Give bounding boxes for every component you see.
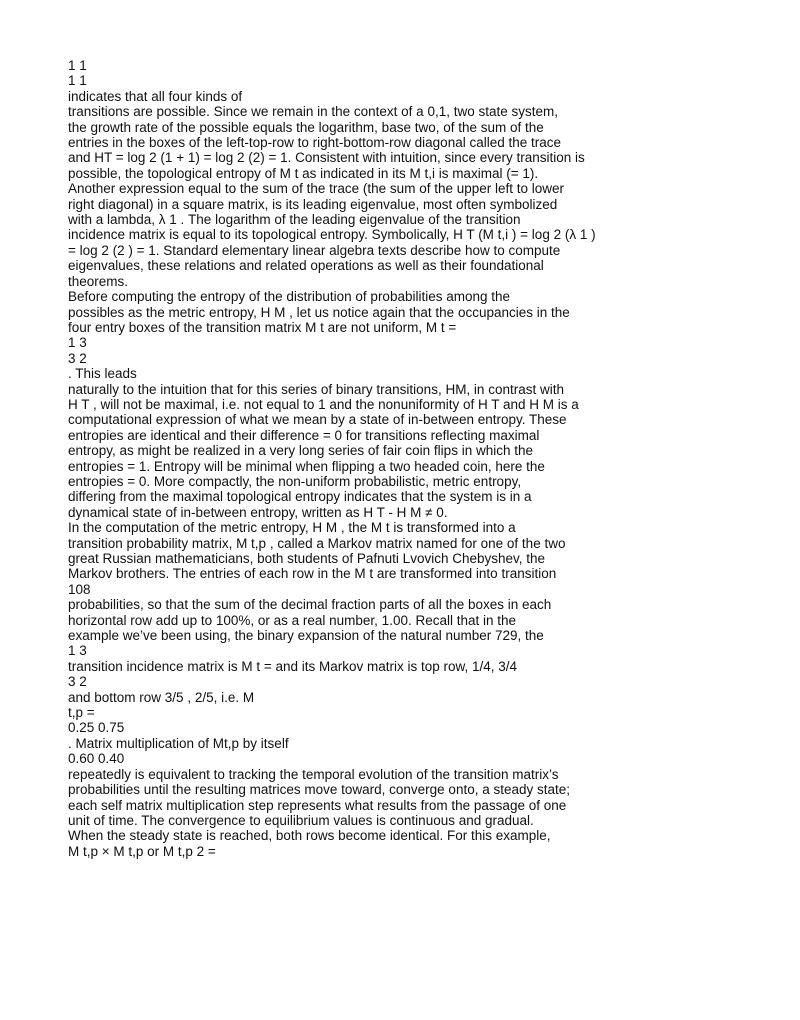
text-line: and bottom row 3/5 , 2/5, i.e. M	[68, 689, 255, 705]
text-line: 1 1	[68, 73, 87, 89]
text-line: four entry boxes of the transition matrix M t are not uniform, M t =	[68, 319, 457, 335]
text-line: 0.25 0.75	[68, 720, 125, 736]
text-line: naturally to the intuition that for this series of binary transitions, HM, in contrast with	[68, 381, 564, 397]
text-line: probabilities until the resulting matrices move toward, converge onto, a steady state;	[68, 782, 571, 798]
text-line: example we’ve been using, the binary expansion of the natural number 729, the	[68, 628, 544, 644]
text-line: Before computing the entropy of the distribution of probabilities among the	[68, 289, 511, 305]
text-line: Markov brothers. The entries of each row in the M t are transformed into transition	[68, 566, 557, 582]
text-line: computational expression of what we mean by a state of in-between entropy. These	[68, 412, 567, 428]
text-line: repeatedly is equivalent to tracking the temporal evolution of the transition matrix’s	[68, 766, 559, 782]
text-line: entropies are identical and their difference = 0 for transitions reflecting maximal	[68, 427, 540, 443]
text-line: the growth rate of the possible equals the logarithm, base two, of the sum of the	[68, 119, 544, 135]
text-line: possible, the topological entropy of M t as indicated in its M t,i is maximal (= 1).	[68, 165, 539, 181]
text-line: . Matrix multiplication of Mt,p by itself	[68, 735, 289, 751]
text-line: In the computation of the metric entropy, H M , the M t is transformed into a	[68, 520, 516, 536]
text-line: possibles as the metric entropy, H M , let us notice again that the occupancies in the	[68, 304, 570, 320]
text-line: theorems.	[68, 273, 129, 289]
text-line: indicates that all four kinds of	[68, 88, 243, 104]
text-line: transition incidence matrix is M t = and its Markov matrix is top row, 1/4, 3/4	[68, 658, 518, 674]
text-line: Another expression equal to the sum of the trace (the sum of the upper left to lower	[68, 181, 565, 197]
text-line: great Russian mathematicians, both students of Pafnuti Lvovich Chebyshev, the	[68, 551, 546, 566]
text-line: 3 2	[68, 350, 87, 366]
document-page	[68, 58, 778, 859]
text-line: 3 2	[68, 674, 87, 690]
text-line: transitions are possible. Since we remain in the context of a 0,1, two state system,	[68, 104, 558, 120]
text-line: probabilities, so that the sum of the decimal fraction parts of all the boxes in each	[68, 597, 552, 613]
text-line: 1 1	[68, 58, 87, 73]
text-line: 0.60 0.40	[68, 751, 125, 767]
text-line: and HT = log 2 (1 + 1) = log 2 (2) = 1. Consistent with intuition, since every transition is	[68, 150, 585, 166]
text-line: H T , will not be maximal, i.e. not equal to 1 and the nonuniformity of H T and H M is a	[68, 396, 579, 412]
text-line: = log 2 (2 ) = 1. Standard elementary linear algebra texts describe how to compute	[68, 242, 561, 258]
text-line: entropies = 0. More compactly, the non-uniform probabilistic, metric entropy,	[68, 473, 522, 489]
text-line: unit of time. The convergence to equilibrium values is continuous and gradual.	[68, 812, 534, 828]
text-line: . This leads	[68, 366, 137, 382]
text-line: When the steady state is reached, both rows become identical. For this example,	[68, 828, 551, 844]
text-line: eigenvalues, these relations and related operations as well as their foundational	[68, 258, 544, 274]
text-line: dynamical state of in-between entropy, written as H T - H M ≠ 0.	[68, 504, 448, 520]
text-line: each self matrix multiplication step represents what results from the passage of one	[68, 797, 567, 813]
text-line: right diagonal) in a square matrix, is its leading eigenvalue, most often symbolized	[68, 196, 558, 212]
text-line: entropy, as might be realized in a very long series of fair coin flips in which the	[68, 443, 533, 459]
text-line: entropies = 1. Entropy will be minimal when flipping a two headed coin, here the	[68, 458, 545, 474]
text-line: transition probability matrix, M t,p , called a Markov matrix named for one of the two	[68, 535, 566, 551]
text-line: 1 3	[68, 335, 87, 351]
text-line: t,p =	[68, 705, 95, 721]
text-line: incidence matrix is equal to its topological entropy. Symbolically, H T (M t,i ) = log 2 (λ 1 )	[68, 227, 596, 243]
page-number: 108	[68, 581, 91, 597]
text-line: entries in the boxes of the left-top-row to right-bottom-row diagonal called the trace	[68, 135, 562, 151]
text-line: 1 3	[68, 643, 87, 659]
text-line: with a lambda, λ 1 . The logarithm of the leading eigenvalue of the transition	[68, 212, 521, 228]
text-line: horizontal row add up to 100%, or as a real number, 1.00. Recall that in the	[68, 612, 517, 628]
text-line: differing from the maximal topological entropy indicates that the system is in a	[68, 489, 532, 505]
text-line: M t,p × M t,p or M t,p 2 =	[68, 843, 216, 859]
